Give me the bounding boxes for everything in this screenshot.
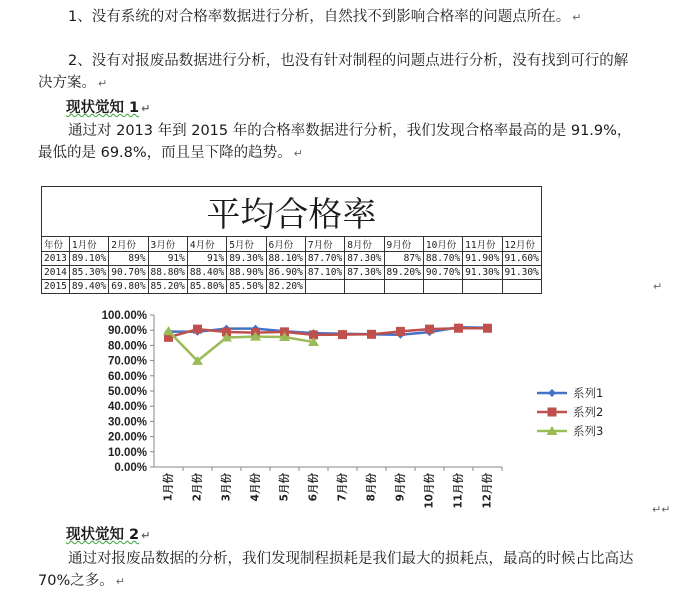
finding-1: 通过对 2013 年到 2015 年的合格率数据进行分析，我们发现合格率最高的是 91.9%，最低的是 69.8%，而且呈下降的趋势。 ↵ — [38, 123, 632, 161]
header-cell: 2月份 — [109, 237, 148, 252]
paragraph-mark: ↵↵ — [652, 503, 671, 516]
series-3-line — [169, 331, 314, 361]
pass-rate-table — [41, 186, 542, 294]
y-tick-label: 50.00% — [107, 386, 147, 398]
x-tick-label: 8月份 — [365, 473, 378, 502]
table-cell — [463, 280, 502, 294]
x-tick-label: 11月份 — [452, 473, 465, 509]
legend-label-1: 系列1 — [573, 386, 604, 400]
series-2-point — [338, 330, 347, 339]
table-cell: 89.10% — [69, 252, 108, 266]
table-cell: 85.80% — [187, 280, 226, 294]
series-2-point — [454, 324, 463, 333]
header-cell: 5月份 — [227, 237, 266, 252]
table-cell: 88.10% — [266, 252, 305, 266]
paragraph-1: 1、没有系统的对合格率数据进行分析，自然找不到影响合格率的问题点所在。 ↵ — [68, 9, 582, 25]
table-row — [42, 280, 542, 294]
header-cell: 1月份 — [69, 237, 108, 252]
y-tick-label: 70.00% — [107, 355, 147, 368]
table-cell: 87.10% — [305, 266, 344, 280]
y-tick-label: 0.00% — [114, 462, 147, 474]
table-cell: 2013 — [42, 252, 70, 266]
table-cell: 85.30% — [69, 266, 108, 280]
y-tick-label: 40.00% — [107, 401, 147, 414]
header-cell: 8月份 — [345, 237, 384, 252]
table-cell — [345, 280, 384, 294]
header-cell: 6月份 — [266, 237, 305, 252]
table-cell: 88.80% — [148, 266, 187, 280]
y-tick-label: 20.00% — [107, 431, 147, 444]
x-tick-label: 5月份 — [278, 473, 291, 502]
header-cell: 7月份 — [305, 237, 344, 252]
y-tick-label: 90.00% — [107, 325, 147, 338]
y-tick-label: 60.00% — [107, 370, 147, 383]
series-1-point — [548, 389, 556, 397]
finding-2: 通过对报废品数据的分析，我们发现制程损耗是我们最大的损耗点，最高的时候占比高达 70%之多。 ↵ — [38, 551, 634, 589]
series-2-point — [483, 324, 492, 333]
table-cell: 90.70% — [423, 266, 462, 280]
table-cell: 89% — [109, 252, 148, 266]
y-tick-label: 100.00% — [101, 310, 147, 322]
x-tick-label: 12月份 — [481, 473, 494, 509]
table-cell: 88.90% — [227, 266, 266, 280]
table-cell: 86.90% — [266, 266, 305, 280]
table-cell: 87.30% — [345, 252, 384, 266]
table-cell: 91% — [187, 252, 226, 266]
x-tick-label: 2月份 — [191, 473, 204, 502]
header-cell: 9月份 — [384, 237, 423, 252]
table-cell: 85.20% — [148, 280, 187, 294]
table-cell: 91.60% — [502, 252, 541, 266]
table-cell — [384, 280, 423, 294]
legend-label-3: 系列3 — [573, 424, 604, 438]
header-cell: 11月份 — [463, 237, 502, 252]
paragraph-mark: ↵ — [653, 280, 663, 293]
table-header-row — [42, 237, 542, 252]
table-cell: 69.80% — [109, 280, 148, 294]
series-2-point — [193, 325, 202, 334]
table-cell — [305, 280, 344, 294]
table-cell: 88.40% — [187, 266, 226, 280]
table-title: 平均合格率 — [42, 187, 542, 237]
x-tick-label: 1月份 — [162, 473, 175, 502]
x-tick-label: 3月份 — [220, 473, 233, 502]
series-2-point — [548, 408, 557, 417]
table-cell: 82.20% — [266, 280, 305, 294]
table-cell: 2015 — [42, 280, 70, 294]
table-row — [42, 252, 542, 266]
x-tick-label: 9月份 — [394, 473, 407, 502]
table-cell: 89.30% — [227, 252, 266, 266]
pass-rate-line-chart — [40, 300, 640, 515]
header-cell: 3月份 — [148, 237, 187, 252]
table-cell: 87.70% — [305, 252, 344, 266]
table-cell: 87% — [384, 252, 423, 266]
header-cell: 12月份 — [502, 237, 541, 252]
table-cell: 91.30% — [463, 266, 502, 280]
heading-status-1: 现状觉知 1 ↵ — [66, 100, 151, 116]
series-2-point — [396, 327, 405, 336]
header-cell: 4月份 — [187, 237, 226, 252]
legend-label-2: 系列2 — [573, 405, 604, 419]
y-tick-label: 80.00% — [107, 340, 147, 353]
table-row — [42, 266, 542, 280]
table-cell — [423, 280, 462, 294]
table-cell: 90.70% — [109, 266, 148, 280]
heading-status-2: 现状觉知 2 ↵ — [66, 527, 151, 543]
series-2-point — [425, 325, 434, 334]
paragraph-2: 2、没有对报废品数据进行分析，也没有针对制程的问题点进行分析，没有找到可行的解决方案。 ↵ — [38, 53, 629, 91]
table-cell: 89.40% — [69, 280, 108, 294]
x-tick-label: 4月份 — [249, 473, 262, 502]
x-tick-label: 7月份 — [336, 473, 349, 502]
series-2-point — [367, 330, 376, 339]
table-cell: 85.50% — [227, 280, 266, 294]
y-tick-label: 10.00% — [107, 446, 147, 459]
table-cell: 91.90% — [463, 252, 502, 266]
x-tick-label: 10月份 — [423, 473, 436, 509]
y-tick-label: 30.00% — [107, 416, 147, 429]
x-tick-label: 6月份 — [307, 473, 320, 502]
table-cell — [502, 280, 541, 294]
table-cell: 87.30% — [345, 266, 384, 280]
header-cell: 年份 — [42, 237, 70, 252]
table-cell: 88.70% — [423, 252, 462, 266]
table-cell: 91% — [148, 252, 187, 266]
header-cell: 10月份 — [423, 237, 462, 252]
table-cell: 91.30% — [502, 266, 541, 280]
table-cell: 2014 — [42, 266, 70, 280]
table-cell: 89.20% — [384, 266, 423, 280]
